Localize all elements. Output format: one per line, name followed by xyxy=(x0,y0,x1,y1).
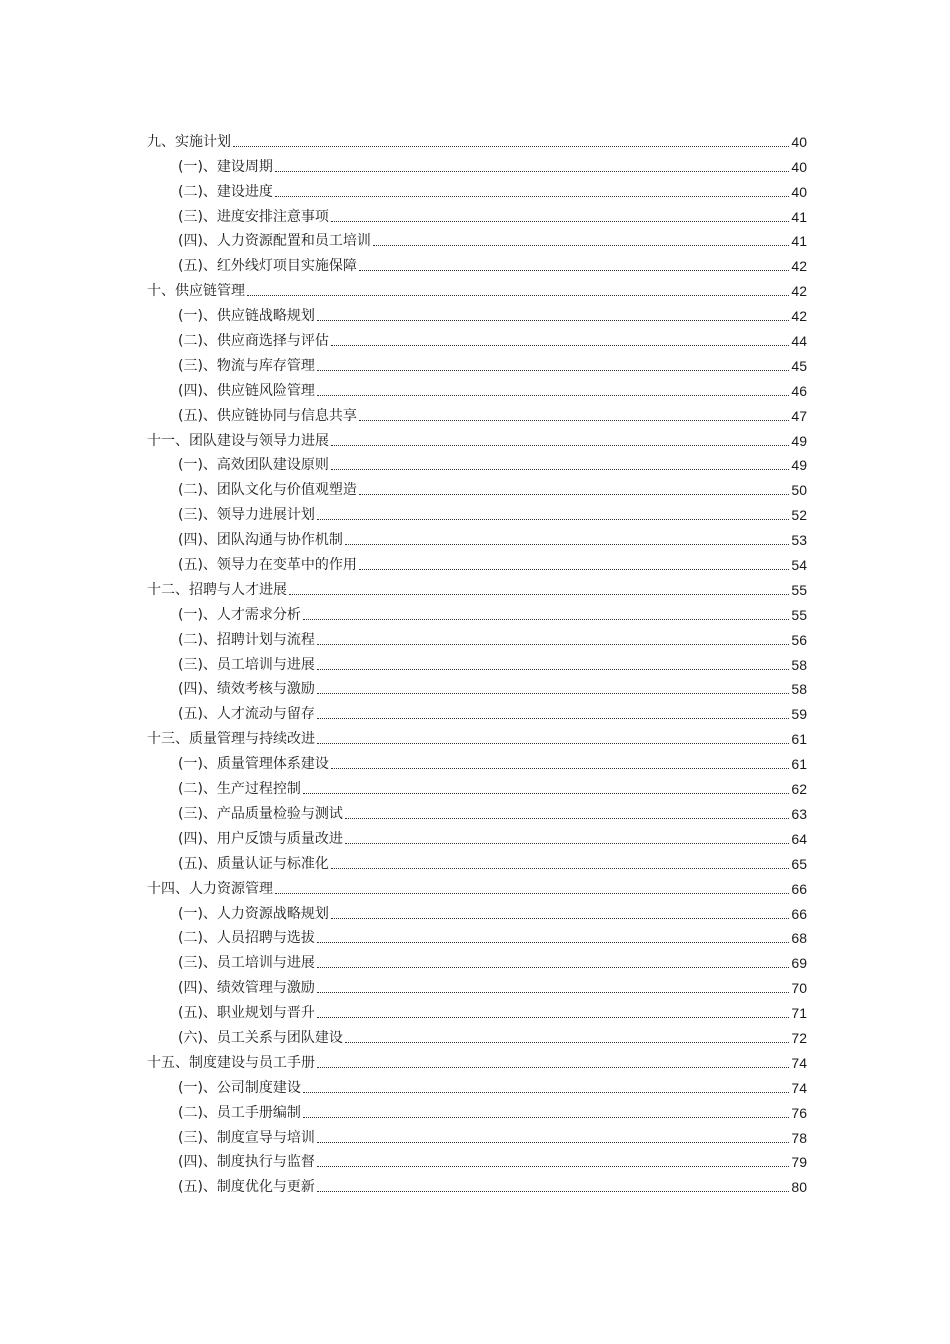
toc-page-number: 72 xyxy=(791,1029,807,1046)
toc-entry-title: (二)、供应商选择与评估 xyxy=(178,333,329,350)
toc-page-number: 76 xyxy=(791,1104,807,1121)
toc-entry-title: (一)、供应链战略规划 xyxy=(178,308,315,325)
toc-dot-leader xyxy=(331,918,789,919)
toc-section-entry[interactable] xyxy=(147,823,807,848)
toc-dot-leader xyxy=(317,1191,789,1192)
toc-page-number: 55 xyxy=(791,581,807,598)
toc-page-number: 45 xyxy=(791,357,807,374)
toc-dot-leader xyxy=(331,445,789,446)
toc-section-entry[interactable] xyxy=(147,674,807,699)
toc-page-number: 74 xyxy=(791,1054,807,1071)
toc-page-number: 58 xyxy=(791,656,807,673)
toc-section-entry[interactable] xyxy=(147,649,807,674)
toc-entry-title: (三)、制度宣导与培训 xyxy=(178,1129,315,1146)
toc-entry-title: (五)、红外线灯项目实施保障 xyxy=(178,258,357,275)
toc-dot-leader xyxy=(275,893,789,894)
toc-page-number: 56 xyxy=(791,631,807,648)
toc-section-entry[interactable] xyxy=(147,624,807,649)
toc-page-number: 49 xyxy=(791,432,807,449)
toc-page-number: 74 xyxy=(791,1079,807,1096)
toc-chapter-entry[interactable] xyxy=(147,275,807,300)
toc-dot-leader xyxy=(345,843,789,844)
toc-dot-leader xyxy=(331,768,789,769)
toc-section-entry[interactable] xyxy=(147,798,807,823)
toc-dot-leader xyxy=(317,1017,789,1018)
toc-section-entry[interactable] xyxy=(147,923,807,948)
toc-dot-leader xyxy=(331,221,789,222)
toc-page-number: 47 xyxy=(791,407,807,424)
toc-section-entry[interactable] xyxy=(147,176,807,201)
toc-section-entry[interactable] xyxy=(147,748,807,773)
toc-dot-leader xyxy=(317,669,789,670)
toc-entry-title: (四)、人力资源配置和员工培训 xyxy=(178,233,371,250)
toc-section-entry[interactable] xyxy=(147,524,807,549)
toc-page-number: 40 xyxy=(791,158,807,175)
table-of-contents xyxy=(147,126,807,1196)
toc-section-entry[interactable] xyxy=(147,350,807,375)
toc-dot-leader xyxy=(233,146,789,147)
toc-page-number: 59 xyxy=(791,706,807,723)
toc-page-number: 69 xyxy=(791,955,807,972)
toc-dot-leader xyxy=(303,1117,789,1118)
toc-entry-title: 十二、招聘与人才进展 xyxy=(147,581,287,598)
toc-section-entry[interactable] xyxy=(147,375,807,400)
toc-page-number: 66 xyxy=(791,880,807,897)
toc-entry-title: (一)、公司制度建设 xyxy=(178,1079,301,1096)
toc-entry-title: (四)、团队沟通与协作机制 xyxy=(178,532,343,549)
toc-chapter-entry[interactable] xyxy=(147,723,807,748)
toc-section-entry[interactable] xyxy=(147,325,807,350)
toc-page-number: 61 xyxy=(791,756,807,773)
toc-page-number: 42 xyxy=(791,283,807,300)
toc-section-entry[interactable] xyxy=(147,997,807,1022)
toc-entry-title: 十、供应链管理 xyxy=(147,283,245,300)
toc-dot-leader xyxy=(359,494,789,495)
toc-entry-title: (一)、建设周期 xyxy=(178,158,273,175)
toc-page-number: 66 xyxy=(791,905,807,922)
toc-chapter-entry[interactable] xyxy=(147,1047,807,1072)
toc-entry-title: (一)、质量管理体系建设 xyxy=(178,756,329,773)
toc-entry-title: (六)、员工关系与团队建设 xyxy=(178,1029,343,1046)
toc-dot-leader xyxy=(317,320,789,321)
toc-dot-leader xyxy=(317,967,789,968)
toc-dot-leader xyxy=(359,569,789,570)
toc-dot-leader xyxy=(331,469,789,470)
toc-section-entry[interactable] xyxy=(147,1147,807,1172)
toc-chapter-entry[interactable] xyxy=(147,126,807,151)
toc-entry-title: (二)、招聘计划与流程 xyxy=(178,631,315,648)
toc-entry-title: (三)、员工培训与进展 xyxy=(178,955,315,972)
toc-page-number: 78 xyxy=(791,1129,807,1146)
toc-section-entry[interactable] xyxy=(147,151,807,176)
toc-dot-leader xyxy=(317,519,789,520)
toc-dot-leader xyxy=(317,693,789,694)
toc-page-number: 62 xyxy=(791,781,807,798)
toc-chapter-entry[interactable] xyxy=(147,425,807,450)
toc-dot-leader xyxy=(289,594,789,595)
toc-entry-title: (一)、高效团队建设原则 xyxy=(178,457,329,474)
toc-page-number: 49 xyxy=(791,457,807,474)
toc-page-number: 54 xyxy=(791,557,807,574)
toc-dot-leader xyxy=(331,345,789,346)
toc-entry-title: 十四、人力资源管理 xyxy=(147,880,273,897)
toc-page-number: 80 xyxy=(791,1179,807,1196)
toc-dot-leader xyxy=(303,1092,789,1093)
toc-dot-leader xyxy=(317,942,789,943)
toc-section-entry[interactable] xyxy=(147,1022,807,1047)
toc-entry-title: (五)、质量认证与标准化 xyxy=(178,855,329,872)
toc-entry-title: (三)、产品质量检验与测试 xyxy=(178,805,343,822)
toc-page-number: 41 xyxy=(791,233,807,250)
toc-entry-title: (五)、制度优化与更新 xyxy=(178,1179,315,1196)
toc-entry-title: (二)、员工手册编制 xyxy=(178,1104,301,1121)
toc-page-number: 52 xyxy=(791,507,807,524)
toc-dot-leader xyxy=(303,619,789,620)
toc-entry-title: (一)、人力资源战略规划 xyxy=(178,905,329,922)
toc-dot-leader xyxy=(317,1067,789,1068)
toc-section-entry[interactable] xyxy=(147,898,807,923)
toc-dot-leader xyxy=(317,395,789,396)
toc-page-number: 41 xyxy=(791,208,807,225)
toc-page-number: 46 xyxy=(791,382,807,399)
toc-section-entry[interactable] xyxy=(147,549,807,574)
toc-page-number: 70 xyxy=(791,980,807,997)
toc-dot-leader xyxy=(373,245,789,246)
toc-entry-title: 十五、制度建设与员工手册 xyxy=(147,1054,315,1071)
toc-section-entry[interactable] xyxy=(147,972,807,997)
toc-page-number: 64 xyxy=(791,830,807,847)
toc-section-entry[interactable] xyxy=(147,201,807,226)
toc-dot-leader xyxy=(359,420,789,421)
toc-page-number: 79 xyxy=(791,1154,807,1171)
toc-dot-leader xyxy=(317,1166,789,1167)
toc-dot-leader xyxy=(317,644,789,645)
toc-entry-title: (三)、物流与库存管理 xyxy=(178,357,315,374)
toc-page-number: 58 xyxy=(791,681,807,698)
toc-entry-title: (二)、团队文化与价值观塑造 xyxy=(178,482,357,499)
toc-dot-leader xyxy=(317,370,789,371)
toc-entry-title: (一)、人才需求分析 xyxy=(178,606,301,623)
toc-section-entry[interactable] xyxy=(147,1072,807,1097)
toc-dot-leader xyxy=(317,992,789,993)
toc-section-entry[interactable] xyxy=(147,226,807,251)
toc-dot-leader xyxy=(331,868,789,869)
toc-section-entry[interactable] xyxy=(147,1171,807,1196)
toc-page-number: 50 xyxy=(791,482,807,499)
toc-dot-leader xyxy=(317,1142,789,1143)
toc-section-entry[interactable] xyxy=(147,698,807,723)
toc-entry-title: (二)、人员招聘与选拔 xyxy=(178,930,315,947)
toc-section-entry[interactable] xyxy=(147,1097,807,1122)
toc-entry-title: (二)、生产过程控制 xyxy=(178,781,301,798)
toc-entry-title: (五)、人才流动与留存 xyxy=(178,706,315,723)
toc-dot-leader xyxy=(275,196,789,197)
toc-entry-title: (五)、领导力在变革中的作用 xyxy=(178,557,357,574)
toc-section-entry[interactable] xyxy=(147,499,807,524)
toc-entry-title: 十一、团队建设与领导力进展 xyxy=(147,432,329,449)
toc-dot-leader xyxy=(345,544,789,545)
toc-dot-leader xyxy=(359,270,789,271)
toc-dot-leader xyxy=(345,818,789,819)
toc-dot-leader xyxy=(275,171,789,172)
toc-entry-title: (四)、制度执行与监督 xyxy=(178,1154,315,1171)
toc-entry-title: (五)、职业规划与晋升 xyxy=(178,1005,315,1022)
toc-entry-title: (三)、进度安排注意事项 xyxy=(178,208,329,225)
toc-page-number: 40 xyxy=(791,133,807,150)
toc-page-number: 42 xyxy=(791,308,807,325)
toc-dot-leader xyxy=(317,718,789,719)
toc-page-number: 68 xyxy=(791,930,807,947)
toc-section-entry[interactable] xyxy=(147,474,807,499)
toc-entry-title: (四)、绩效管理与激励 xyxy=(178,980,315,997)
toc-page-number: 44 xyxy=(791,333,807,350)
toc-dot-leader xyxy=(317,743,789,744)
toc-dot-leader xyxy=(303,793,789,794)
toc-entry-title: (四)、绩效考核与激励 xyxy=(178,681,315,698)
toc-page-number: 63 xyxy=(791,805,807,822)
toc-section-entry[interactable] xyxy=(147,1122,807,1147)
toc-chapter-entry[interactable] xyxy=(147,873,807,898)
toc-page-number: 53 xyxy=(791,532,807,549)
toc-entry-title: (四)、用户反馈与质量改进 xyxy=(178,830,343,847)
toc-dot-leader xyxy=(247,295,789,296)
toc-page-number: 40 xyxy=(791,183,807,200)
toc-chapter-entry[interactable] xyxy=(147,574,807,599)
toc-page-number: 55 xyxy=(791,606,807,623)
toc-entry-title: (五)、供应链协同与信息共享 xyxy=(178,407,357,424)
toc-section-entry[interactable] xyxy=(147,450,807,475)
toc-entry-title: (四)、供应链风险管理 xyxy=(178,382,315,399)
toc-entry-title: (三)、员工培训与进展 xyxy=(178,656,315,673)
toc-section-entry[interactable] xyxy=(147,773,807,798)
toc-entry-title: (三)、领导力进展计划 xyxy=(178,507,315,524)
toc-section-entry[interactable] xyxy=(147,599,807,624)
toc-page-number: 65 xyxy=(791,855,807,872)
toc-dot-leader xyxy=(345,1042,789,1043)
toc-entry-title: (二)、建设进度 xyxy=(178,183,273,200)
toc-entry-title: 九、实施计划 xyxy=(147,133,231,150)
toc-page-number: 71 xyxy=(791,1005,807,1022)
toc-section-entry[interactable] xyxy=(147,300,807,325)
toc-page-number: 42 xyxy=(791,258,807,275)
toc-section-entry[interactable] xyxy=(147,947,807,972)
toc-entry-title: 十三、质量管理与持续改进 xyxy=(147,731,315,748)
toc-section-entry[interactable] xyxy=(147,400,807,425)
toc-section-entry[interactable] xyxy=(147,848,807,873)
toc-page-number: 61 xyxy=(791,731,807,748)
toc-section-entry[interactable] xyxy=(147,250,807,275)
